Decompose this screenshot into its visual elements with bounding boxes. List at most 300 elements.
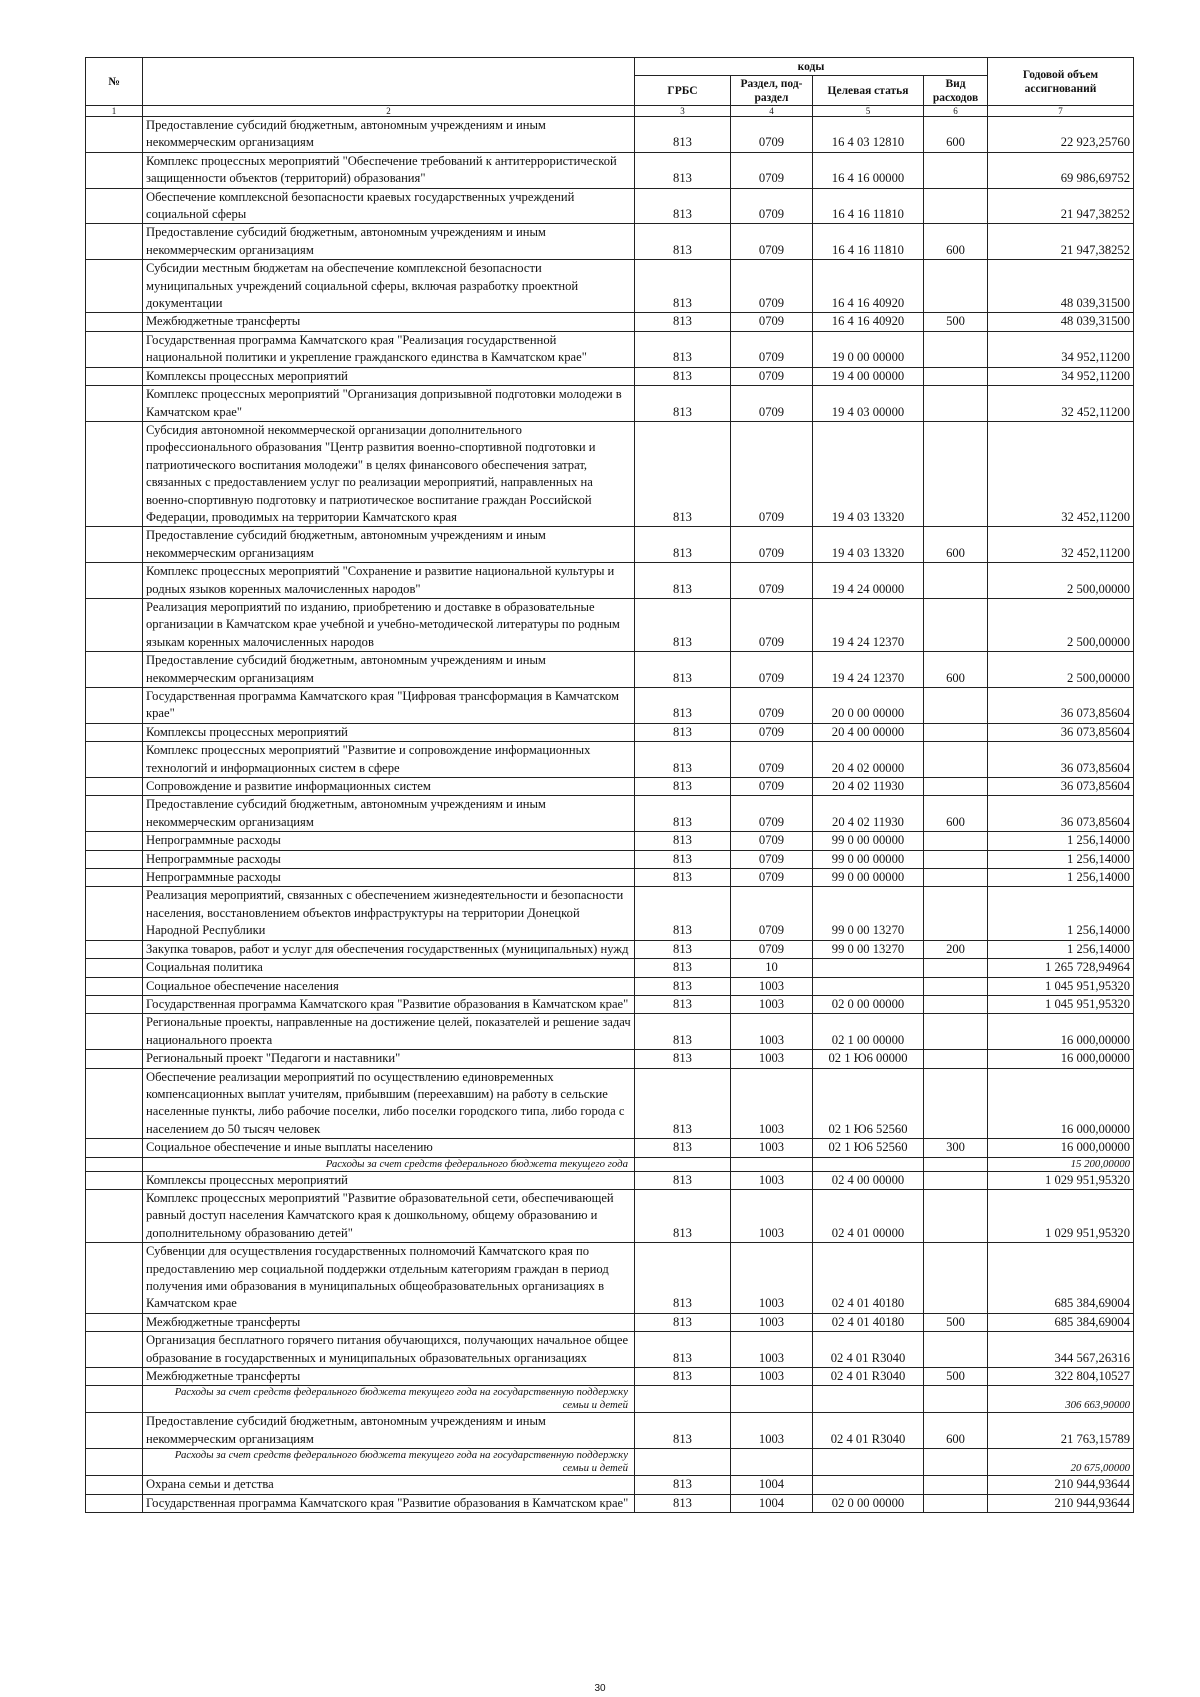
cell-kind	[924, 1157, 988, 1171]
col-number-5: 5	[813, 106, 924, 117]
table-row	[86, 386, 1134, 422]
cell-section: 0709	[731, 940, 813, 958]
cell-num	[86, 1413, 143, 1449]
cell-amount: 1 265 728,94964	[988, 959, 1134, 977]
table-row	[86, 152, 1134, 188]
table-row	[86, 1189, 1134, 1242]
cell-grbs: 813	[635, 224, 731, 260]
cell-num	[86, 778, 143, 796]
cell-num	[86, 977, 143, 995]
cell-num	[86, 188, 143, 224]
cell-num	[86, 1386, 143, 1413]
cell-grbs: 813	[635, 313, 731, 331]
col-number-1: 1	[86, 106, 143, 117]
col-number-4: 4	[731, 106, 813, 117]
cell-target: 99 0 00 00000	[813, 869, 924, 887]
cell-target	[813, 1157, 924, 1171]
cell-amount: 1 256,14000	[988, 940, 1134, 958]
cell-grbs: 813	[635, 386, 731, 422]
cell-num	[86, 1189, 143, 1242]
cell-name: Субвенции для осуществления государственных полномочий Камчатского края по предоставлению мер социальной поддержки отдельным категориям граждан в период получения ими образования в муниципальных общеобразовательных организациях в Камчатском крае	[143, 1243, 635, 1314]
cell-kind	[924, 742, 988, 778]
cell-section: 0709	[731, 688, 813, 724]
cell-amount: 2 500,00000	[988, 598, 1134, 651]
cell-target: 19 4 03 13320	[813, 527, 924, 563]
cell-section: 0709	[731, 742, 813, 778]
cell-kind: 600	[924, 1413, 988, 1449]
cell-num	[86, 1449, 143, 1476]
cell-name: Социальное обеспечение и иные выплаты населению	[143, 1139, 635, 1157]
table-row	[86, 224, 1134, 260]
table-row	[86, 1171, 1134, 1189]
cell-kind	[924, 1189, 988, 1242]
cell-grbs	[635, 1449, 731, 1476]
cell-target: 02 4 01 00000	[813, 1189, 924, 1242]
cell-target: 16 4 16 11810	[813, 188, 924, 224]
page-number: 30	[594, 1683, 606, 1694]
cell-name: Непрограммные расходы	[143, 869, 635, 887]
cell-name: Обеспечение реализации мероприятий по осуществлению единовременных компенсационных выплат учителям, прибывшим (переехавшим) на работу в сельские населенные пункты, либо рабочие поселки, либо поселки городского типа, либо города с населением до 50 тысяч человек	[143, 1068, 635, 1139]
cell-name: Субсидия автономной некоммерческой организации дополнительного профессионального образования "Центр развития военно-спортивной подготовки и патриотического воспитания молодежи" в целях финансового обеспечения затрат, связанных с предоставлением услуг по реализации мероприятий, направленных на военно-спортивную подготовку и патриотическое воспитание граждан Российской Федерации, проводимых на территории Камчатского края	[143, 421, 635, 526]
cell-target	[813, 959, 924, 977]
cell-name: Непрограммные расходы	[143, 832, 635, 850]
cell-num	[86, 995, 143, 1013]
cell-section: 1003	[731, 995, 813, 1013]
cell-num	[86, 1313, 143, 1331]
cell-num	[86, 742, 143, 778]
cell-target: 16 4 03 12810	[813, 117, 924, 153]
cell-target: 20 4 00 00000	[813, 723, 924, 741]
cell-num	[86, 260, 143, 313]
cell-amount: 322 804,10527	[988, 1368, 1134, 1386]
cell-target: 16 4 16 00000	[813, 152, 924, 188]
cell-amount: 48 039,31500	[988, 313, 1134, 331]
cell-name: Предоставление субсидий бюджетным, автономным учреждениям и иным некоммерческим организациям	[143, 117, 635, 153]
cell-num	[86, 598, 143, 651]
cell-target: 02 1 Ю6 00000	[813, 1050, 924, 1068]
cell-num	[86, 1243, 143, 1314]
cell-kind: 600	[924, 224, 988, 260]
cell-grbs: 813	[635, 1313, 731, 1331]
cell-num	[86, 652, 143, 688]
cell-amount: 15 200,00000	[988, 1157, 1134, 1171]
cell-amount: 34 952,11200	[988, 331, 1134, 367]
cell-name: Комплекс процессных мероприятий "Развитие и сопровождение информационных технологий и информационных систем в сфере	[143, 742, 635, 778]
cell-target: 19 4 24 00000	[813, 563, 924, 599]
cell-num	[86, 152, 143, 188]
header-section: Раздел, под-раздел	[731, 76, 813, 106]
cell-grbs: 813	[635, 1368, 731, 1386]
cell-target: 02 1 00 00000	[813, 1014, 924, 1050]
cell-num	[86, 850, 143, 868]
cell-section: 0709	[731, 598, 813, 651]
cell-grbs: 813	[635, 1494, 731, 1512]
cell-section: 0709	[731, 527, 813, 563]
cell-section	[731, 1157, 813, 1171]
table-row	[86, 1449, 1134, 1476]
cell-grbs: 813	[635, 688, 731, 724]
cell-section: 0709	[731, 652, 813, 688]
cell-grbs: 813	[635, 1476, 731, 1494]
cell-target: 20 4 02 11930	[813, 778, 924, 796]
cell-name: Межбюджетные трансферты	[143, 313, 635, 331]
cell-section: 0709	[731, 778, 813, 796]
cell-grbs: 813	[635, 723, 731, 741]
cell-grbs: 813	[635, 1050, 731, 1068]
cell-section: 1003	[731, 1068, 813, 1139]
cell-name: Региональный проект "Педагоги и наставники"	[143, 1050, 635, 1068]
cell-grbs: 813	[635, 887, 731, 940]
cell-name: Предоставление субсидий бюджетным, автономным учреждениям и иным некоммерческим организациям	[143, 1413, 635, 1449]
cell-name: Государственная программа Камчатского края "Развитие образования в Камчатском крае"	[143, 995, 635, 1013]
cell-name: Межбюджетные трансферты	[143, 1313, 635, 1331]
table-row	[86, 1476, 1134, 1494]
cell-name: Обеспечение комплексной безопасности краевых государственных учреждений социальной сферы	[143, 188, 635, 224]
cell-amount: 36 073,85604	[988, 796, 1134, 832]
table-row	[86, 850, 1134, 868]
cell-kind	[924, 1449, 988, 1476]
cell-target: 20 0 00 00000	[813, 688, 924, 724]
table-row	[86, 959, 1134, 977]
cell-name: Предоставление субсидий бюджетным, автономным учреждениям и иным некоммерческим организациям	[143, 527, 635, 563]
cell-target	[813, 977, 924, 995]
cell-target: 02 1 Ю6 52560	[813, 1068, 924, 1139]
cell-section: 1004	[731, 1476, 813, 1494]
table-row	[86, 1494, 1134, 1512]
cell-amount: 36 073,85604	[988, 778, 1134, 796]
cell-grbs: 813	[635, 1171, 731, 1189]
table-row	[86, 1139, 1134, 1157]
table-row	[86, 652, 1134, 688]
cell-amount: 69 986,69752	[988, 152, 1134, 188]
cell-kind: 600	[924, 796, 988, 832]
cell-grbs: 813	[635, 1139, 731, 1157]
cell-target: 02 1 Ю6 52560	[813, 1139, 924, 1157]
cell-amount: 1 045 951,95320	[988, 995, 1134, 1013]
cell-num	[86, 386, 143, 422]
cell-section: 10	[731, 959, 813, 977]
cell-target	[813, 1386, 924, 1413]
cell-name: Закупка товаров, работ и услуг для обеспечения государственных (муниципальных) нужд	[143, 940, 635, 958]
cell-name: Социальное обеспечение населения	[143, 977, 635, 995]
table-row	[86, 723, 1134, 741]
cell-num	[86, 1476, 143, 1494]
table-body	[86, 117, 1134, 1513]
cell-name: Субсидии местным бюджетам на обеспечение комплексной безопасности муниципальных учреждений социальной сферы, включая разработку проектной документации	[143, 260, 635, 313]
cell-kind	[924, 723, 988, 741]
header-kind: Вид расходов	[924, 76, 988, 106]
table-row	[86, 1332, 1134, 1368]
cell-section: 0709	[731, 260, 813, 313]
cell-amount: 1 256,14000	[988, 869, 1134, 887]
table-row	[86, 1068, 1134, 1139]
cell-name: Комплекс процессных мероприятий "Обеспечение требований к антитеррористической защищенности объектов (территорий) образования"	[143, 152, 635, 188]
header-volume: Годовой объем ассигнований	[988, 58, 1134, 106]
cell-grbs: 813	[635, 832, 731, 850]
cell-amount: 16 000,00000	[988, 1139, 1134, 1157]
cell-amount: 1 045 951,95320	[988, 977, 1134, 995]
cell-kind	[924, 367, 988, 385]
cell-amount: 32 452,11200	[988, 421, 1134, 526]
cell-num	[86, 1014, 143, 1050]
cell-grbs: 813	[635, 977, 731, 995]
cell-amount: 1 256,14000	[988, 850, 1134, 868]
table-row	[86, 260, 1134, 313]
cell-name: Социальная политика	[143, 959, 635, 977]
cell-name: Непрограммные расходы	[143, 850, 635, 868]
cell-amount: 32 452,11200	[988, 386, 1134, 422]
cell-section: 0709	[731, 563, 813, 599]
cell-num	[86, 959, 143, 977]
cell-grbs: 813	[635, 260, 731, 313]
cell-amount: 16 000,00000	[988, 1014, 1134, 1050]
cell-target: 02 4 01 40180	[813, 1243, 924, 1314]
cell-section: 1003	[731, 1332, 813, 1368]
cell-section: 1003	[731, 1189, 813, 1242]
cell-name: Предоставление субсидий бюджетным, автономным учреждениям и иным некоммерческим организациям	[143, 652, 635, 688]
cell-amount: 22 923,25760	[988, 117, 1134, 153]
cell-kind	[924, 1014, 988, 1050]
cell-amount: 1 029 951,95320	[988, 1189, 1134, 1242]
table-row	[86, 688, 1134, 724]
cell-target: 99 0 00 00000	[813, 850, 924, 868]
cell-grbs: 813	[635, 869, 731, 887]
table-row	[86, 1014, 1134, 1050]
budget-table-sheet	[85, 57, 1133, 1513]
cell-name: Комплекс процессных мероприятий "Развитие образовательной сети, обеспечивающей равный доступ населения Камчатского края к дошкольному, общему образованию и дополнительному образованию детей"	[143, 1189, 635, 1242]
cell-section: 0709	[731, 152, 813, 188]
cell-grbs: 813	[635, 1068, 731, 1139]
cell-section: 1003	[731, 1139, 813, 1157]
cell-amount: 36 073,85604	[988, 688, 1134, 724]
cell-section: 1003	[731, 977, 813, 995]
table-row	[86, 367, 1134, 385]
cell-grbs: 813	[635, 1243, 731, 1314]
cell-kind	[924, 959, 988, 977]
cell-kind: 500	[924, 1313, 988, 1331]
cell-section: 1003	[731, 1243, 813, 1314]
cell-section	[731, 1449, 813, 1476]
cell-name: Расходы за счет средств федерального бюджета текущего года на государственную поддержку семьи и детей	[143, 1449, 635, 1476]
cell-num	[86, 1139, 143, 1157]
cell-num	[86, 887, 143, 940]
cell-section: 1003	[731, 1368, 813, 1386]
cell-kind: 600	[924, 117, 988, 153]
cell-num	[86, 688, 143, 724]
cell-grbs: 813	[635, 1413, 731, 1449]
table-row	[86, 188, 1134, 224]
cell-num	[86, 313, 143, 331]
table-row	[86, 940, 1134, 958]
cell-target: 19 4 03 00000	[813, 386, 924, 422]
cell-grbs: 813	[635, 742, 731, 778]
cell-target: 20 4 02 00000	[813, 742, 924, 778]
cell-grbs: 813	[635, 959, 731, 977]
cell-target	[813, 1476, 924, 1494]
cell-kind	[924, 331, 988, 367]
cell-amount: 2 500,00000	[988, 563, 1134, 599]
cell-target	[813, 1449, 924, 1476]
cell-kind	[924, 832, 988, 850]
table-row	[86, 117, 1134, 153]
cell-kind	[924, 977, 988, 995]
cell-grbs: 813	[635, 995, 731, 1013]
cell-num	[86, 1494, 143, 1512]
cell-num	[86, 1332, 143, 1368]
cell-num	[86, 723, 143, 741]
cell-amount: 21 947,38252	[988, 224, 1134, 260]
cell-target: 02 4 01 40180	[813, 1313, 924, 1331]
table-row	[86, 887, 1134, 940]
cell-section: 0709	[731, 331, 813, 367]
cell-grbs: 813	[635, 1189, 731, 1242]
cell-kind	[924, 850, 988, 868]
cell-section	[731, 1386, 813, 1413]
cell-grbs	[635, 1157, 731, 1171]
cell-name: Комплекс процессных мероприятий "Сохранение и развитие национальной культуры и родных языков коренных малочисленных народов"	[143, 563, 635, 599]
cell-num	[86, 1368, 143, 1386]
cell-kind	[924, 1171, 988, 1189]
cell-kind	[924, 1476, 988, 1494]
cell-amount: 36 073,85604	[988, 723, 1134, 741]
cell-name: Организация бесплатного горячего питания обучающихся, получающих начальное общее образование в государственных и муниципальных образовательных организациях	[143, 1332, 635, 1368]
cell-grbs: 813	[635, 563, 731, 599]
cell-target: 19 4 00 00000	[813, 367, 924, 385]
cell-name: Расходы за счет средств федерального бюджета текущего года	[143, 1157, 635, 1171]
cell-name: Расходы за счет средств федерального бюджета текущего года на государственную поддержку семьи и детей	[143, 1386, 635, 1413]
cell-num	[86, 527, 143, 563]
cell-section: 0709	[731, 887, 813, 940]
cell-section: 0709	[731, 117, 813, 153]
cell-kind	[924, 688, 988, 724]
cell-amount: 344 567,26316	[988, 1332, 1134, 1368]
cell-amount: 20 675,00000	[988, 1449, 1134, 1476]
cell-kind	[924, 1494, 988, 1512]
cell-kind	[924, 598, 988, 651]
cell-kind	[924, 887, 988, 940]
cell-section: 0709	[731, 723, 813, 741]
header-name	[143, 58, 635, 106]
cell-num	[86, 1050, 143, 1068]
cell-grbs: 813	[635, 796, 731, 832]
cell-kind	[924, 1243, 988, 1314]
cell-amount: 1 256,14000	[988, 832, 1134, 850]
cell-name: Сопровождение и развитие информационных систем	[143, 778, 635, 796]
cell-num	[86, 796, 143, 832]
cell-amount: 32 452,11200	[988, 527, 1134, 563]
table-row	[86, 832, 1134, 850]
table-row	[86, 563, 1134, 599]
header-num: №	[86, 58, 143, 106]
cell-target: 16 4 16 40920	[813, 260, 924, 313]
cell-grbs: 813	[635, 598, 731, 651]
cell-kind	[924, 188, 988, 224]
cell-grbs: 813	[635, 152, 731, 188]
cell-name: Предоставление субсидий бюджетным, автономным учреждениям и иным некоммерческим организациям	[143, 224, 635, 260]
cell-target: 19 4 03 13320	[813, 421, 924, 526]
cell-section: 0709	[731, 869, 813, 887]
cell-amount: 306 663,90000	[988, 1386, 1134, 1413]
cell-kind	[924, 152, 988, 188]
table-row	[86, 742, 1134, 778]
cell-amount: 1 029 951,95320	[988, 1171, 1134, 1189]
cell-section: 0709	[731, 850, 813, 868]
cell-amount: 685 384,69004	[988, 1313, 1134, 1331]
col-number-6: 6	[924, 106, 988, 117]
cell-num	[86, 869, 143, 887]
cell-grbs: 813	[635, 188, 731, 224]
cell-grbs	[635, 1386, 731, 1413]
cell-name: Государственная программа Камчатского края "Цифровая трансформация в Камчатском крае"	[143, 688, 635, 724]
cell-num	[86, 1068, 143, 1139]
table-row	[86, 331, 1134, 367]
cell-section: 1003	[731, 1014, 813, 1050]
cell-grbs: 813	[635, 527, 731, 563]
cell-grbs: 813	[635, 652, 731, 688]
cell-target: 19 4 24 12370	[813, 598, 924, 651]
cell-kind: 500	[924, 313, 988, 331]
table-row	[86, 1368, 1134, 1386]
cell-kind	[924, 386, 988, 422]
cell-kind	[924, 1068, 988, 1139]
col-number-2: 2	[143, 106, 635, 117]
cell-section: 0709	[731, 367, 813, 385]
cell-grbs: 813	[635, 940, 731, 958]
cell-name: Предоставление субсидий бюджетным, автономным учреждениям и иным некоммерческим организациям	[143, 796, 635, 832]
cell-kind	[924, 563, 988, 599]
cell-section: 0709	[731, 421, 813, 526]
cell-kind	[924, 778, 988, 796]
cell-target: 99 0 00 13270	[813, 887, 924, 940]
cell-num	[86, 563, 143, 599]
cell-grbs: 813	[635, 1014, 731, 1050]
cell-name: Комплексы процессных мероприятий	[143, 1171, 635, 1189]
cell-name: Государственная программа Камчатского края "Развитие образования в Камчатском крае"	[143, 1494, 635, 1512]
cell-section: 1003	[731, 1050, 813, 1068]
cell-grbs: 813	[635, 117, 731, 153]
cell-target: 02 4 01 R3040	[813, 1368, 924, 1386]
cell-section: 1003	[731, 1413, 813, 1449]
cell-amount: 34 952,11200	[988, 367, 1134, 385]
cell-section: 0709	[731, 832, 813, 850]
cell-grbs: 813	[635, 778, 731, 796]
cell-num	[86, 832, 143, 850]
col-number-7: 7	[988, 106, 1134, 117]
table-row	[86, 598, 1134, 651]
table-row	[86, 1050, 1134, 1068]
cell-name: Комплексы процессных мероприятий	[143, 723, 635, 741]
cell-section: 0709	[731, 188, 813, 224]
cell-name: Межбюджетные трансферты	[143, 1368, 635, 1386]
cell-grbs: 813	[635, 367, 731, 385]
cell-num	[86, 1171, 143, 1189]
table-row	[86, 1243, 1134, 1314]
cell-grbs: 813	[635, 850, 731, 868]
cell-section: 0709	[731, 386, 813, 422]
cell-num	[86, 421, 143, 526]
cell-section: 0709	[731, 796, 813, 832]
cell-name: Охрана семьи и детства	[143, 1476, 635, 1494]
cell-target: 02 4 01 R3040	[813, 1413, 924, 1449]
col-number-3: 3	[635, 106, 731, 117]
cell-kind	[924, 1050, 988, 1068]
table-row	[86, 1413, 1134, 1449]
cell-name: Реализация мероприятий, связанных с обеспечением жизнедеятельности и безопасности населения, восстановлением объектов инфраструктуры на территории Донецкой Народной Республики	[143, 887, 635, 940]
cell-amount: 48 039,31500	[988, 260, 1134, 313]
cell-name: Комплекс процессных мероприятий "Организация допризывной подготовки молодежи в Камчатском крае"	[143, 386, 635, 422]
cell-name: Реализация мероприятий по изданию, приобретению и доставке в образовательные организации в Камчатском крае учебной и учебно-методической литературы по родным языкам коренных малочисленных народов	[143, 598, 635, 651]
cell-section: 0709	[731, 224, 813, 260]
